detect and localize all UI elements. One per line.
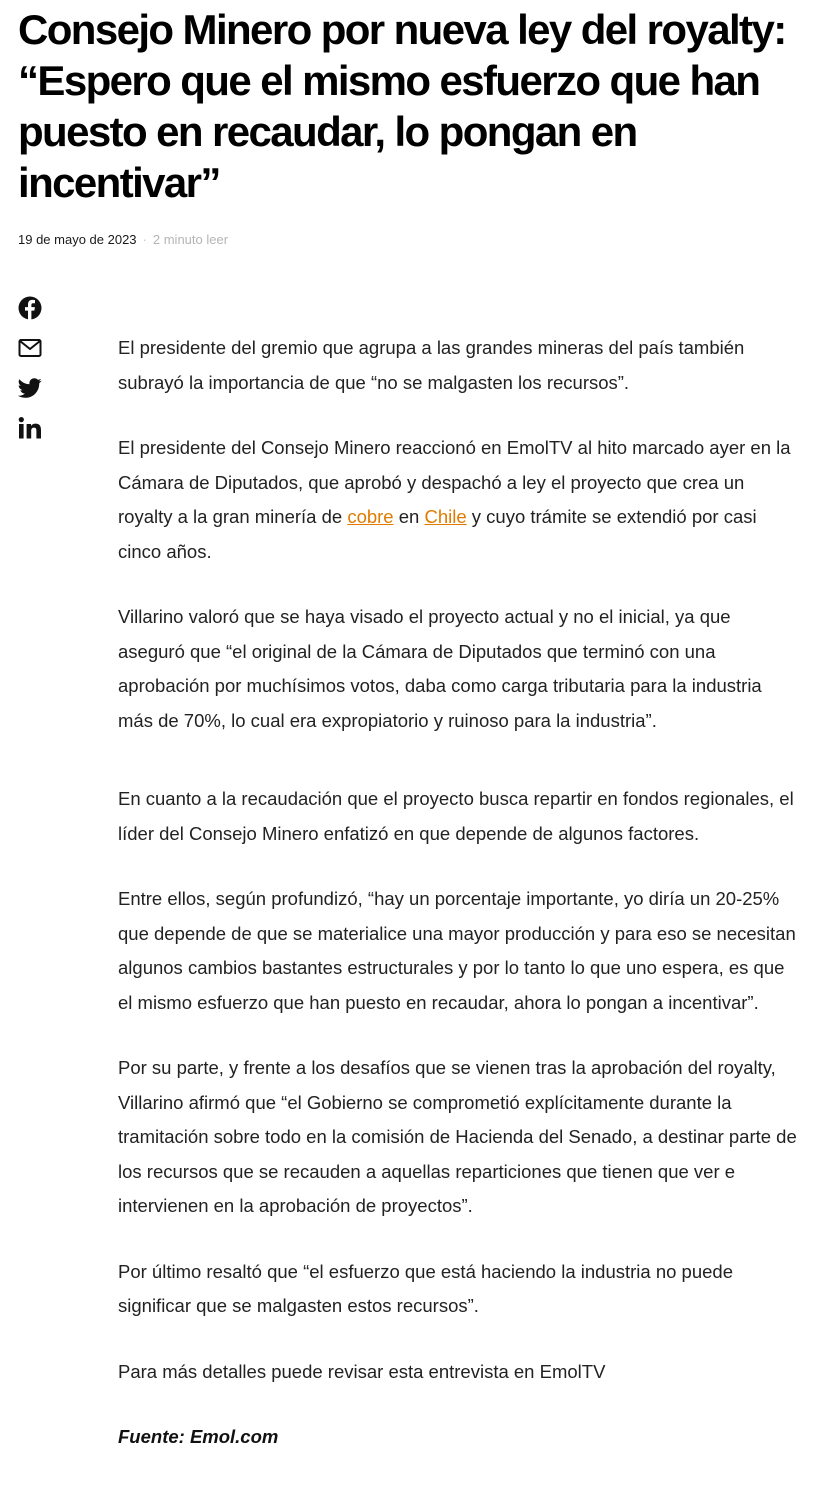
email-icon (18, 336, 42, 360)
article-lead: El presidente del gremio que agrupa a las grandes mineras del país también subrayó la importancia de que “no se malgasten los recursos”. (118, 337, 745, 393)
read-time: 2 minuto leer (152, 232, 229, 247)
share-email-button[interactable] (18, 336, 42, 360)
share-bar (18, 296, 44, 456)
article-source: Fuente: Emol.com (118, 1426, 279, 1447)
share-linkedin-button[interactable] (18, 416, 42, 440)
article-paragraph: Villarino valoró que se haya visado el proyecto actual y no el inicial, ya que aseguró que “el original de la Cámara de Diputados que terminó con una aprobación por muchísimos votos, daba como carga tributaria para la industria más de 70%, lo cual era expropiatorio y ruinoso para la industria”. (118, 606, 762, 731)
article-body (118, 331, 800, 1455)
facebook-icon (18, 296, 42, 320)
article-meta (18, 231, 228, 249)
link-chile[interactable]: Chile (424, 506, 467, 527)
paragraph-text: El presidente del Consejo Minero reaccionó en EmolTV al hito marcado ayer en la Cámara de Diputados, que aprobó y despachó a ley el proyecto que crea un royalty a la gran minería de (118, 437, 791, 527)
twitter-icon (18, 376, 42, 400)
article-paragraph (118, 431, 800, 569)
article-paragraph: En cuanto a la recaudación que el proyecto busca repartir en fondos regionales, el líder del Consejo Minero enfatizó en que depende de algunos factores. (118, 788, 794, 844)
share-facebook-button[interactable] (18, 296, 42, 320)
meta-separator: · (142, 232, 147, 247)
publish-date: 19 de mayo de 2023 (18, 232, 137, 247)
linkedin-icon (18, 416, 42, 440)
share-twitter-button[interactable] (18, 376, 42, 400)
paragraph-text: en (393, 506, 425, 527)
article-paragraph: Por último resaltó que “el esfuerzo que está haciendo la industria no puede significar que se malgasten estos recursos”. (118, 1260, 733, 1316)
paragraph-text: y cuyo trámite se extendió por casi cinco años. (118, 506, 757, 562)
article-paragraph: Por su parte, y frente a los desafíos que se vienen tras la aprobación del royalty, Villarino afirmó que “el Gobierno se comprometió explícitamente durante la tramitación sobre todo en la comisión de Hacienda del Senado, a destinar parte de los recursos que se recauden a aquellas reparticiones que tienen que ver e intervienen en la aprobación de proyectos”. (118, 1057, 797, 1216)
article-title: Consejo Minero por nueva ley del royalty: “Espero que el mismo esfuerzo que han puesto en recaudar, lo pongan en incentivar” (18, 6, 786, 206)
article-paragraph: Entre ellos, según profundizó, “hay un porcentaje importante, yo diría un 20-25% que depende de que se materialice una mayor producción y para eso se necesitan algunos cambios bastantes estructurales y por lo tanto lo que uno espera, es que el mismo esfuerzo que han puesto en recaudar, ahora lo pongan a incentivar”. (118, 888, 796, 1013)
article-paragraph: Para más detalles puede revisar esta entrevista en EmolTV (118, 1360, 606, 1382)
link-cobre[interactable]: cobre (347, 506, 394, 527)
